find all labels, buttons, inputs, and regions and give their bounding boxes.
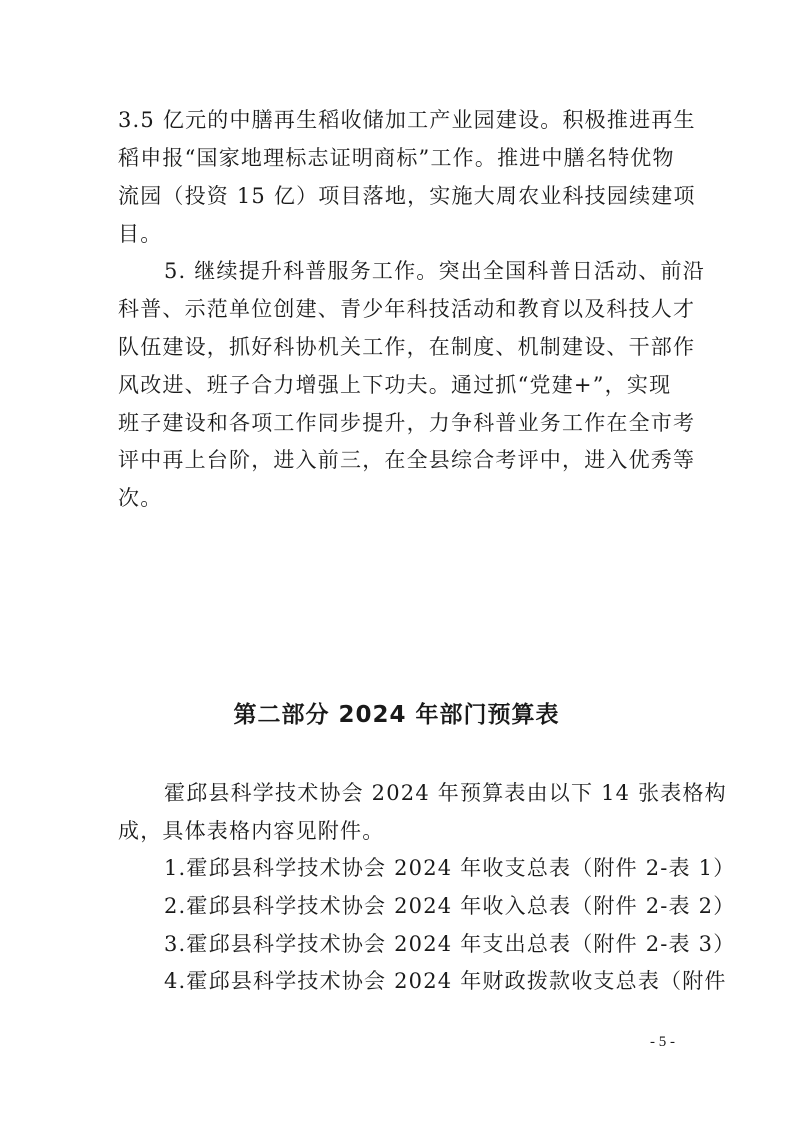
- paragraph-line: 3.5 亿元的中膳再生稻收储加工产业园建设。积极推进再生: [118, 108, 696, 132]
- paragraph-line: 评中再上台阶，进入前三，在全县综合考评中，进入优秀等: [118, 448, 696, 472]
- section-heading: 第二部分 2024 年部门预算表: [233, 702, 560, 728]
- list-item: 3.霍邱县科学技术协会 2024 年支出总表（附件 2-表 3）: [164, 932, 736, 956]
- paragraph-line: 风改进、班子合力增强上下功夫。通过抓“党建+”，实现: [118, 373, 672, 397]
- paragraph-line: 霍邱县科学技术协会 2024 年预算表由以下 14 张表格构: [164, 781, 727, 805]
- paragraph-line: 流园（投资 15 亿）项目落地，实施大周农业科技园续建项: [118, 184, 696, 208]
- paragraph-line: 稻申报“国家地理标志证明商标”工作。推进中膳名特优物: [118, 146, 675, 170]
- paragraph-line: 队伍建设，抓好科协机关工作，在制度、机制建设、干部作: [118, 335, 696, 359]
- list-item: 2.霍邱县科学技术协会 2024 年收入总表（附件 2-表 2）: [164, 894, 736, 918]
- paragraph-line: 成，具体表格内容见附件。: [118, 819, 385, 843]
- paragraph-line: 班子建设和各项工作同步提升，力争科普业务工作在全市考: [118, 411, 696, 435]
- paragraph-line: 5. 继续提升科普服务工作。突出全国科普日活动、前沿: [164, 259, 705, 283]
- list-item: 1.霍邱县科学技术协会 2024 年收支总表（附件 2-表 1）: [164, 856, 736, 880]
- page-number: - 5 -: [650, 1034, 675, 1050]
- list-item: 4.霍邱县科学技术协会 2024 年财政拨款收支总表（附件: [164, 969, 727, 993]
- paragraph-line: 科普、示范单位创建、青少年科技活动和教育以及科技人才: [118, 297, 696, 321]
- paragraph-line: 次。: [118, 486, 163, 510]
- paragraph-line: 目。: [118, 222, 163, 246]
